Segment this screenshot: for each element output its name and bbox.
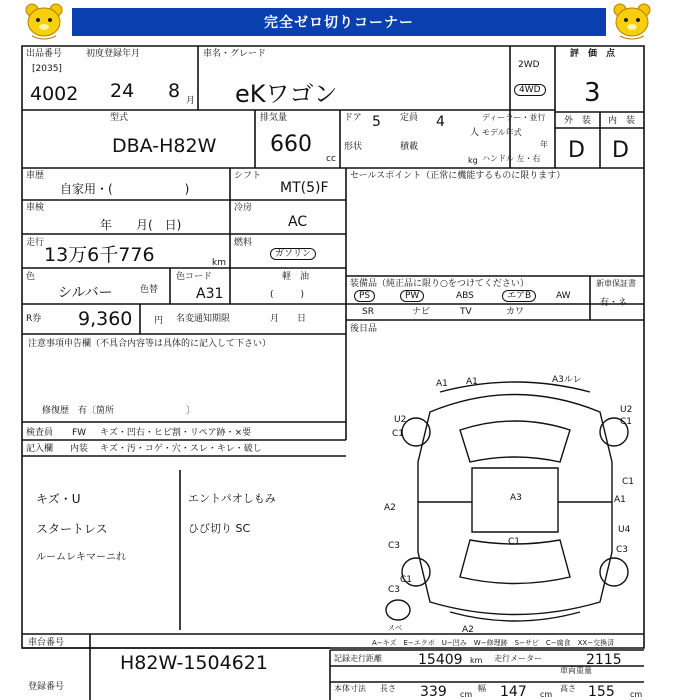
lot-sub: [2035] xyxy=(32,64,62,74)
handwritten-note: スタートレス xyxy=(36,522,108,536)
odometer-label: 走行メーター xyxy=(494,654,542,663)
damage-mark: C1 xyxy=(400,575,413,585)
damage-mark: A1 xyxy=(614,495,626,505)
car-bumper-rear xyxy=(450,612,580,621)
color-change-label: 色替 xyxy=(140,285,159,295)
interior-check-label: 内装 xyxy=(70,444,89,454)
damage-mark: U2 xyxy=(620,405,633,415)
fw-items: キズ・凹右・ヒビ割・リペア跡・×要 xyxy=(100,428,252,438)
damage-mark: C3 xyxy=(388,541,401,551)
damage-mark: C1 xyxy=(622,477,635,487)
equipment-item: PS xyxy=(354,290,375,302)
carname-label: 車名・グレード xyxy=(203,49,267,59)
damage-mark: U4 xyxy=(618,525,631,535)
capacity-label: 定員 xyxy=(400,113,419,123)
inspection-value: 年 月( 日) xyxy=(100,218,182,232)
equipment-item: TV xyxy=(460,307,472,317)
recycle-value: 9,360 xyxy=(78,308,133,330)
reg-label: 登録番号 xyxy=(28,682,65,692)
ac-value: AC xyxy=(288,214,308,230)
new-manual-value: 有・ネ xyxy=(600,298,628,308)
carname-value: eKワゴン xyxy=(235,80,338,108)
mileage-value: 13万6千776 xyxy=(44,244,155,266)
equipment-item: カワ xyxy=(506,307,525,317)
handwritten-note: キズ・U xyxy=(36,492,81,506)
score-value: 3 xyxy=(584,78,601,108)
selling-points-label: セールスポイント（正常に機能するものに限ります） xyxy=(350,171,566,181)
first-reg-month: 8 xyxy=(168,80,181,102)
notes-label: 注意事項申告欄（不具合内容等は具体的に記入して下さい） xyxy=(28,339,272,349)
history-value: 自家用・( ) xyxy=(60,182,190,196)
handle-label: ハンドル 左・右 xyxy=(482,154,541,163)
doors-label: ドア xyxy=(344,113,362,123)
equipment-item: AW xyxy=(556,291,571,301)
kg-unit: kg xyxy=(468,156,478,165)
size-label: 本体寸法 xyxy=(334,684,366,693)
lot-number: 4002 xyxy=(30,83,79,105)
fuel-label: 燃料 xyxy=(234,238,253,248)
damage-mark: C1 xyxy=(508,537,521,547)
model-label: 型式 xyxy=(110,113,129,123)
equipment-label: 装備品（純正品に限り○をつけてください） xyxy=(350,279,529,289)
doors-value: 5 xyxy=(372,114,381,130)
damage-mark: A3 xyxy=(510,493,522,503)
record-unit: km xyxy=(470,656,483,665)
height-label: 高さ xyxy=(560,684,576,693)
lot-label: 出品番号 xyxy=(26,49,63,59)
drive-4wd: 4WD xyxy=(514,84,546,96)
yen-unit: 円 xyxy=(154,316,164,326)
damage-mark: A1 xyxy=(436,379,448,389)
shift-label: シフト xyxy=(234,171,262,181)
color-code-label: 色コード xyxy=(176,272,213,282)
displacement-label: 排気量 xyxy=(260,113,288,123)
km-unit: km xyxy=(212,258,226,268)
first-reg-year: 24 xyxy=(110,80,135,102)
handwritten-note: ルームレキマーニれ xyxy=(36,552,126,563)
shift-value: MT(5)F xyxy=(280,180,329,196)
person-unit: 人 xyxy=(470,128,480,138)
handwritten-note: ひび切り SC xyxy=(188,522,251,535)
height-unit: cm xyxy=(630,690,643,699)
inspection-label: 車検 xyxy=(26,203,45,213)
weight-value: 2115 xyxy=(586,652,622,668)
damage-mark: C1 xyxy=(392,429,405,439)
banner-title: 完全ゼロ切りコーナー xyxy=(72,8,606,36)
damage-mark: C3 xyxy=(616,545,629,555)
dealer-label: ディーラー・並行 xyxy=(482,113,546,122)
repair-label: 修復歴 有〔箇所 〕 xyxy=(42,406,196,416)
shape-label: 形状 xyxy=(344,142,363,152)
car-damage-diagram xyxy=(380,372,650,634)
car-body-outline xyxy=(418,395,612,615)
recycle-label: R券 xyxy=(26,314,42,324)
ac-label: 冷房 xyxy=(234,203,253,213)
damage-mark: C3 xyxy=(388,585,401,595)
car-windshield xyxy=(460,421,570,462)
fuel-other: ( ) xyxy=(270,290,305,300)
equipment-item: ナビ xyxy=(412,307,431,317)
model-year-label: モデル年式 xyxy=(482,128,522,137)
mileage-label: 走行 xyxy=(26,238,45,248)
width-unit: cm xyxy=(540,690,553,699)
exterior-value: D xyxy=(568,138,585,163)
length-value: 339 xyxy=(420,684,447,700)
cc-unit: cc xyxy=(326,154,336,164)
equipment-item: エアB xyxy=(502,290,536,302)
first-reg-label: 初度登録年月 xyxy=(86,49,141,59)
handwritten-note: エントパオしもみ xyxy=(188,492,276,505)
notice-value: 月 日 xyxy=(270,314,307,324)
load-label: 積載 xyxy=(400,142,419,152)
fuel-gasoline: ガソリン xyxy=(270,248,316,260)
equipment-item: ABS xyxy=(456,291,474,301)
record-label: 記録走行距離 xyxy=(334,654,382,663)
color-label: 色 xyxy=(26,272,36,282)
check-label: 検査員 xyxy=(26,428,54,438)
exterior-label: 外 装 xyxy=(564,116,592,126)
year-unit: 年 xyxy=(540,140,548,149)
damage-mark: スべ xyxy=(388,624,402,632)
record-value: 15409 xyxy=(418,652,463,668)
equipment-item: SR xyxy=(362,307,374,317)
damage-mark: C1 xyxy=(620,417,633,427)
damage-mark: U2 xyxy=(394,415,407,425)
equipment-item: PW xyxy=(400,290,424,302)
damage-mark: A3ルレ xyxy=(552,375,582,385)
score-label: 評 価 点 xyxy=(570,49,616,59)
entry-label: 記入欄 xyxy=(26,444,54,454)
interior-label: 内 装 xyxy=(608,116,636,126)
interior-value: D xyxy=(612,138,629,163)
new-manual-label: 新車保証書 xyxy=(596,279,636,288)
damage-mark: A2 xyxy=(462,625,474,634)
capacity-value: 4 xyxy=(436,114,445,130)
weight-label: 車両重量 xyxy=(560,666,592,675)
chassis-label: 車台番号 xyxy=(28,638,65,648)
displacement-value: 660 xyxy=(270,132,312,157)
month-suffix: 月 xyxy=(186,96,196,106)
damage-mark: A1 xyxy=(466,377,478,387)
drive-2wd: 2WD xyxy=(518,60,540,70)
delivery-label: 後日品 xyxy=(350,324,378,334)
interior-items: キズ・汚・コゲ・穴・スレ・キレ・破し xyxy=(100,444,262,454)
history-label: 車歴 xyxy=(26,171,45,181)
length-unit: cm xyxy=(460,690,473,699)
fuel-diesel: 軽 油 xyxy=(282,272,310,282)
model-value: DBA-H82W xyxy=(112,135,217,157)
height-value: 155 xyxy=(588,684,615,700)
width-value: 147 xyxy=(500,684,527,700)
damage-mark: A2 xyxy=(384,503,396,513)
notice-label: 名変通知期限 xyxy=(176,314,231,324)
color-code-value: A31 xyxy=(196,286,224,302)
chassis-value: H82W-1504621 xyxy=(120,652,268,674)
damage-legend: A−キズ E−エクボ U−凹み W−修理跡 S−サビ C−腐食 XX−交換済 xyxy=(372,639,615,647)
color-value: シルバー xyxy=(58,285,113,301)
width-label: 幅 xyxy=(478,684,486,693)
fw-label: FW xyxy=(72,428,87,438)
length-label: 長さ xyxy=(380,684,396,693)
